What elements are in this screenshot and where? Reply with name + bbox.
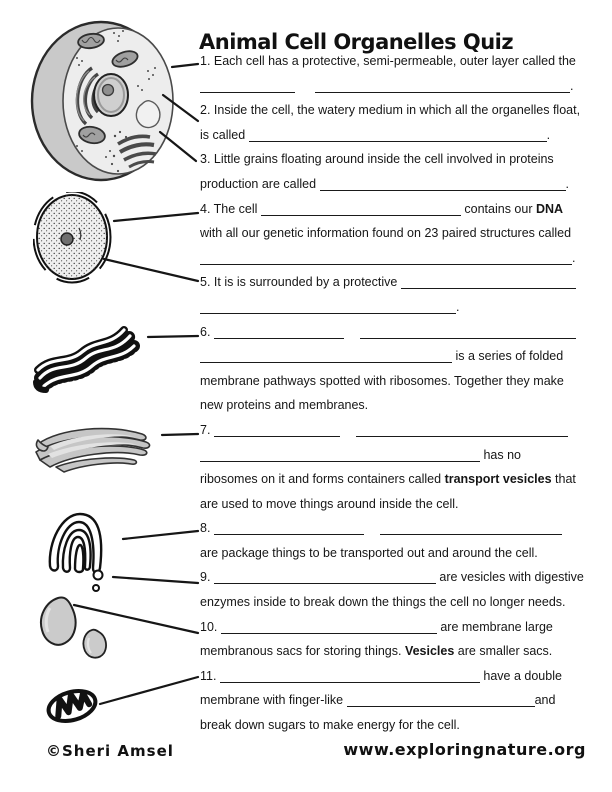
question-line: [200, 221, 600, 246]
blank-gap: [344, 335, 360, 336]
question-text: .: [565, 176, 570, 191]
page-title: Animal Cell Organelles Quiz: [199, 30, 514, 54]
question-line: [200, 147, 600, 172]
author-credit: ©Sheri Amsel: [46, 742, 174, 760]
question-text: 8.: [200, 521, 214, 536]
question-10: [200, 615, 600, 664]
smooth-er-illustration: [30, 420, 155, 480]
question-text: are package things to be transported out and around the cell.: [200, 545, 538, 560]
mitochondrion-illustration: [44, 682, 100, 735]
answer-blank[interactable]: [261, 203, 461, 216]
bold-term: Vesicles: [404, 644, 455, 659]
question-text: .: [456, 299, 460, 314]
question-text: enzymes inside to break down the things the cell no longer needs.: [200, 595, 566, 610]
question-line: [200, 172, 600, 197]
question-line: [200, 565, 600, 590]
answer-blank[interactable]: [380, 522, 562, 535]
question-text: .: [572, 250, 576, 265]
question-text: 5. It is is surrounded by a protective: [200, 275, 401, 290]
question-line: [200, 98, 600, 123]
question-text: 6.: [200, 324, 214, 339]
questions: [200, 49, 600, 738]
question-text: 11.: [200, 668, 220, 683]
question-line: [200, 541, 600, 566]
question-line: [200, 246, 600, 271]
question-text: membrane with finger-like: [200, 693, 347, 708]
bold-term: DNA: [535, 201, 564, 216]
question-text: contains our: [460, 201, 536, 216]
answer-blank[interactable]: [401, 276, 576, 289]
question-text: 9.: [200, 570, 214, 585]
question-text: are vesicles with digestive: [435, 570, 584, 585]
question-text: break down sugars to make energy for the cell.: [200, 718, 460, 733]
question-text: 2. Inside the cell, the watery medium in which all the organelles float,: [200, 103, 581, 118]
question-text: production are called: [200, 176, 320, 191]
question-line: [200, 443, 600, 468]
nucleus-illustration: [33, 192, 113, 291]
question-3: [200, 147, 600, 196]
question-line: [200, 590, 600, 615]
question-text: new proteins and membranes.: [200, 398, 369, 413]
question-7: [200, 418, 600, 516]
question-2: [200, 98, 600, 147]
answer-blank[interactable]: [200, 301, 456, 314]
question-text: are used to move things around inside the cell.: [200, 496, 459, 511]
question-line: [200, 197, 600, 222]
answer-blank[interactable]: [200, 350, 452, 363]
answer-blank[interactable]: [214, 424, 340, 437]
question-text: membranous sacs for storing things.: [200, 644, 405, 659]
answer-blank[interactable]: [356, 424, 568, 437]
question-line: [200, 369, 600, 394]
answer-blank[interactable]: [214, 326, 344, 339]
question-text: have a double: [479, 668, 562, 683]
question-line: [200, 713, 600, 738]
question-text: with all our genetic information found on 23 paired structures called: [200, 226, 572, 241]
question-line: [200, 320, 600, 345]
answer-blank[interactable]: [200, 80, 295, 93]
question-line: [200, 639, 600, 664]
question-line: [200, 74, 600, 99]
answer-blank[interactable]: [214, 571, 436, 584]
question-line: [200, 516, 600, 541]
question-text: is called: [200, 127, 249, 142]
answer-blank[interactable]: [221, 621, 437, 634]
question-1: [200, 49, 600, 98]
blank-gap: [295, 89, 315, 90]
golgi-illustration: [46, 508, 112, 601]
rough-er-illustration: [28, 312, 143, 399]
answer-blank[interactable]: [214, 522, 364, 535]
question-text: .: [570, 78, 574, 93]
blank-gap: [364, 531, 380, 532]
vacuole-illustration: [34, 594, 110, 671]
question-text: membrane pathways spotted with ribosomes. Together they make: [200, 373, 564, 388]
question-line: [200, 664, 600, 689]
question-text: that: [551, 472, 576, 487]
question-line: [200, 295, 600, 320]
question-text: 1. Each cell has a protective, semi-permeable, outer layer called the: [200, 54, 576, 68]
answer-blank[interactable]: [249, 129, 547, 142]
question-text: ribosomes on it and forms containers called: [200, 472, 445, 487]
question-4: [200, 197, 600, 271]
answer-blank[interactable]: [200, 449, 480, 462]
answer-blank[interactable]: [360, 326, 576, 339]
question-line: [200, 344, 600, 369]
question-line: [200, 418, 600, 443]
question-line: [200, 270, 600, 295]
question-text: .: [546, 127, 551, 142]
question-line: [200, 492, 600, 517]
question-line: [200, 467, 600, 492]
answer-blank[interactable]: [200, 252, 572, 265]
question-text: 7.: [200, 422, 214, 437]
question-text: 10.: [200, 619, 221, 634]
question-text: and: [534, 693, 556, 708]
animal-cell-illustration: [30, 16, 176, 187]
question-line: [200, 688, 600, 713]
question-text: 3. Little grains floating around inside the cell involved in proteins: [200, 152, 554, 167]
question-text: are membrane large: [436, 619, 553, 634]
question-text: are smaller sacs.: [454, 644, 553, 659]
answer-blank[interactable]: [320, 178, 566, 191]
question-line: [200, 393, 600, 418]
question-5: [200, 270, 600, 319]
question-text: is a series of folded: [452, 349, 564, 364]
question-text: 4. The cell: [200, 201, 261, 216]
question-line: [200, 49, 600, 74]
question-line: [200, 123, 600, 148]
question-8: [200, 516, 600, 565]
answer-blank[interactable]: [315, 80, 570, 93]
answer-blank[interactable]: [347, 694, 535, 707]
question-11: [200, 664, 600, 738]
question-text: has no: [480, 447, 522, 462]
question-9: [200, 565, 600, 614]
bold-term: transport vesicles: [444, 472, 552, 487]
answer-blank[interactable]: [220, 670, 480, 683]
website-text: www.exploringnature.org: [343, 740, 586, 759]
blank-gap: [340, 433, 356, 434]
question-line: [200, 615, 600, 640]
question-6: [200, 320, 600, 418]
